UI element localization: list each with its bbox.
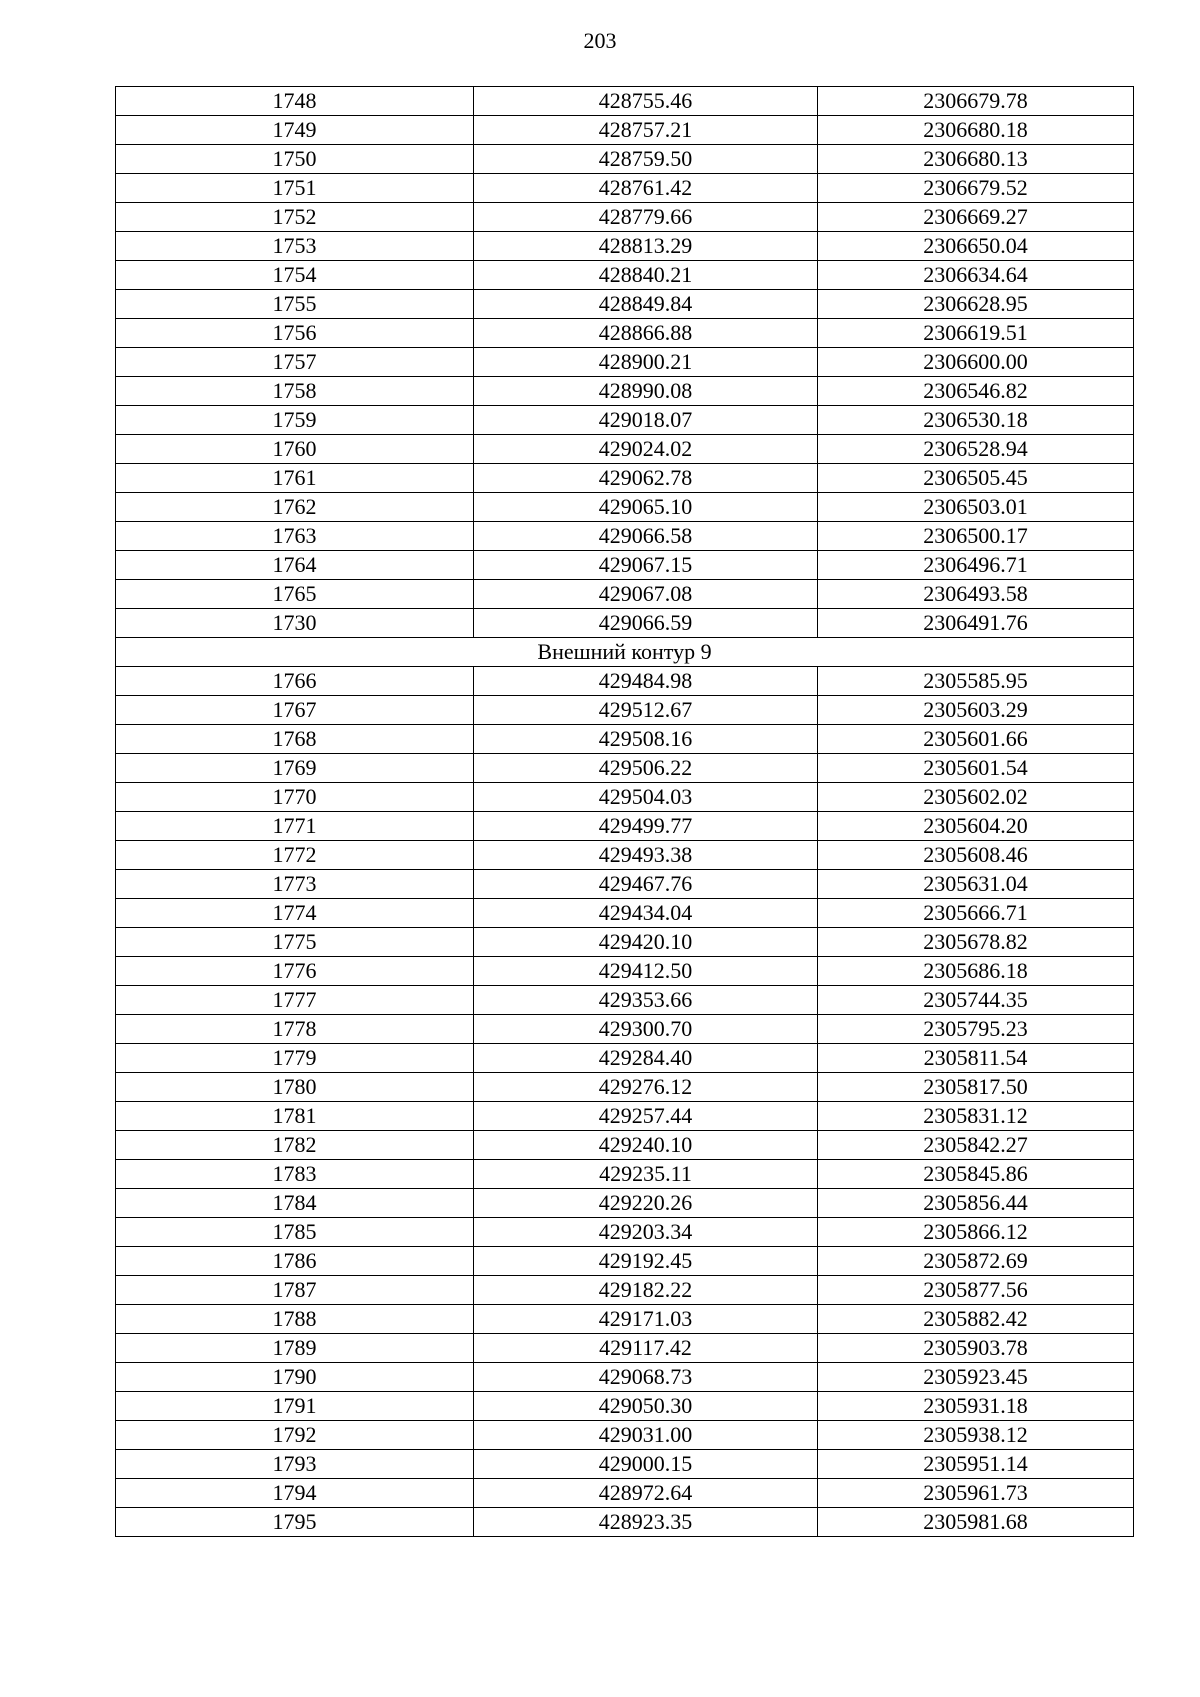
point-number-cell: 1793 [116, 1450, 474, 1479]
y-coordinate-cell: 2305882.42 [818, 1305, 1134, 1334]
y-coordinate-cell: 2306505.45 [818, 464, 1134, 493]
y-coordinate-cell: 2305961.73 [818, 1479, 1134, 1508]
point-number-cell: 1772 [116, 841, 474, 870]
table-row [116, 986, 1134, 1015]
y-coordinate-cell: 2305603.29 [818, 696, 1134, 725]
table-row [116, 1363, 1134, 1392]
y-coordinate-cell: 2306679.78 [818, 87, 1134, 116]
x-coordinate-cell: 428866.88 [474, 319, 818, 348]
x-coordinate-cell: 429066.59 [474, 609, 818, 638]
table-row [116, 812, 1134, 841]
point-number-cell: 1771 [116, 812, 474, 841]
point-number-cell: 1768 [116, 725, 474, 754]
x-coordinate-cell: 429512.67 [474, 696, 818, 725]
point-number-cell: 1763 [116, 522, 474, 551]
y-coordinate-cell: 2305856.44 [818, 1189, 1134, 1218]
table-row [116, 899, 1134, 928]
table-row [116, 1160, 1134, 1189]
point-number-cell: 1751 [116, 174, 474, 203]
x-coordinate-cell: 429300.70 [474, 1015, 818, 1044]
point-number-cell: 1770 [116, 783, 474, 812]
table-row [116, 928, 1134, 957]
x-coordinate-cell: 429192.45 [474, 1247, 818, 1276]
table-row [116, 1276, 1134, 1305]
point-number-cell: 1773 [116, 870, 474, 899]
table-row [116, 1073, 1134, 1102]
table-row [116, 667, 1134, 696]
table-row [116, 1015, 1134, 1044]
x-coordinate-cell: 429508.16 [474, 725, 818, 754]
x-coordinate-cell: 429024.02 [474, 435, 818, 464]
table-row [116, 580, 1134, 609]
table-row [116, 1044, 1134, 1073]
point-number-cell: 1759 [116, 406, 474, 435]
table-row [116, 870, 1134, 899]
y-coordinate-cell: 2306496.71 [818, 551, 1134, 580]
table-row [116, 551, 1134, 580]
point-number-cell: 1784 [116, 1189, 474, 1218]
table-row [116, 319, 1134, 348]
point-number-cell: 1757 [116, 348, 474, 377]
table-row [116, 1247, 1134, 1276]
y-coordinate-cell: 2305631.04 [818, 870, 1134, 899]
y-coordinate-cell: 2306669.27 [818, 203, 1134, 232]
y-coordinate-cell: 2306680.18 [818, 116, 1134, 145]
y-coordinate-cell: 2306546.82 [818, 377, 1134, 406]
point-number-cell: 1786 [116, 1247, 474, 1276]
point-number-cell: 1791 [116, 1392, 474, 1421]
y-coordinate-cell: 2305608.46 [818, 841, 1134, 870]
point-number-cell: 1767 [116, 696, 474, 725]
x-coordinate-cell: 429412.50 [474, 957, 818, 986]
point-number-cell: 1782 [116, 1131, 474, 1160]
table-row [116, 696, 1134, 725]
y-coordinate-cell: 2306493.58 [818, 580, 1134, 609]
y-coordinate-cell: 2305585.95 [818, 667, 1134, 696]
x-coordinate-cell: 429504.03 [474, 783, 818, 812]
point-number-cell: 1760 [116, 435, 474, 464]
table-row [116, 609, 1134, 638]
y-coordinate-cell: 2305678.82 [818, 928, 1134, 957]
y-coordinate-cell: 2305795.23 [818, 1015, 1134, 1044]
point-number-cell: 1748 [116, 87, 474, 116]
x-coordinate-cell: 429065.10 [474, 493, 818, 522]
y-coordinate-cell: 2305666.71 [818, 899, 1134, 928]
y-coordinate-cell: 2306500.17 [818, 522, 1134, 551]
point-number-cell: 1780 [116, 1073, 474, 1102]
x-coordinate-cell: 428990.08 [474, 377, 818, 406]
x-coordinate-cell: 429171.03 [474, 1305, 818, 1334]
point-number-cell: 1775 [116, 928, 474, 957]
x-coordinate-cell: 429284.40 [474, 1044, 818, 1073]
x-coordinate-cell: 429484.98 [474, 667, 818, 696]
x-coordinate-cell: 429276.12 [474, 1073, 818, 1102]
x-coordinate-cell: 429467.76 [474, 870, 818, 899]
y-coordinate-cell: 2306600.00 [818, 348, 1134, 377]
point-number-cell: 1754 [116, 261, 474, 290]
point-number-cell: 1779 [116, 1044, 474, 1073]
point-number-cell: 1764 [116, 551, 474, 580]
y-coordinate-cell: 2305842.27 [818, 1131, 1134, 1160]
point-number-cell: 1749 [116, 116, 474, 145]
point-number-cell: 1776 [116, 957, 474, 986]
table-row [116, 145, 1134, 174]
point-number-cell: 1753 [116, 232, 474, 261]
y-coordinate-cell: 2305866.12 [818, 1218, 1134, 1247]
y-coordinate-cell: 2306530.18 [818, 406, 1134, 435]
x-coordinate-cell: 429031.00 [474, 1421, 818, 1450]
y-coordinate-cell: 2305811.54 [818, 1044, 1134, 1073]
y-coordinate-cell: 2305877.56 [818, 1276, 1134, 1305]
y-coordinate-cell: 2306679.52 [818, 174, 1134, 203]
point-number-cell: 1765 [116, 580, 474, 609]
point-number-cell: 1778 [116, 1015, 474, 1044]
point-number-cell: 1756 [116, 319, 474, 348]
table-row [116, 754, 1134, 783]
table-row [116, 464, 1134, 493]
x-coordinate-cell: 429067.15 [474, 551, 818, 580]
table-row [116, 1392, 1134, 1421]
point-number-cell: 1788 [116, 1305, 474, 1334]
x-coordinate-cell: 428755.46 [474, 87, 818, 116]
table-row [116, 290, 1134, 319]
y-coordinate-cell: 2306680.13 [818, 145, 1134, 174]
point-number-cell: 1787 [116, 1276, 474, 1305]
x-coordinate-cell: 429220.26 [474, 1189, 818, 1218]
x-coordinate-cell: 428813.29 [474, 232, 818, 261]
point-number-cell: 1758 [116, 377, 474, 406]
y-coordinate-cell: 2305951.14 [818, 1450, 1134, 1479]
table-row [116, 174, 1134, 203]
table-row [116, 1131, 1134, 1160]
table-row [116, 87, 1134, 116]
y-coordinate-cell: 2305981.68 [818, 1508, 1134, 1537]
x-coordinate-cell: 429493.38 [474, 841, 818, 870]
x-coordinate-cell: 429182.22 [474, 1276, 818, 1305]
x-coordinate-cell: 429506.22 [474, 754, 818, 783]
table-row [116, 377, 1134, 406]
x-coordinate-cell: 428840.21 [474, 261, 818, 290]
x-coordinate-cell: 429420.10 [474, 928, 818, 957]
x-coordinate-cell: 428900.21 [474, 348, 818, 377]
point-number-cell: 1750 [116, 145, 474, 174]
y-coordinate-cell: 2305817.50 [818, 1073, 1134, 1102]
x-coordinate-cell: 429117.42 [474, 1334, 818, 1363]
y-coordinate-cell: 2305601.54 [818, 754, 1134, 783]
point-number-cell: 1769 [116, 754, 474, 783]
page-number: 203 [583, 28, 617, 53]
x-coordinate-cell: 428923.35 [474, 1508, 818, 1537]
y-coordinate-cell: 2306619.51 [818, 319, 1134, 348]
x-coordinate-cell: 428849.84 [474, 290, 818, 319]
x-coordinate-cell: 429240.10 [474, 1131, 818, 1160]
table-row [116, 1218, 1134, 1247]
table-row [116, 522, 1134, 551]
x-coordinate-cell: 429067.08 [474, 580, 818, 609]
y-coordinate-cell: 2305903.78 [818, 1334, 1134, 1363]
table-row [116, 261, 1134, 290]
table-row [116, 1102, 1134, 1131]
point-number-cell: 1755 [116, 290, 474, 319]
table-row [116, 435, 1134, 464]
y-coordinate-cell: 2305931.18 [818, 1392, 1134, 1421]
x-coordinate-cell: 428972.64 [474, 1479, 818, 1508]
point-number-cell: 1785 [116, 1218, 474, 1247]
y-coordinate-cell: 2305744.35 [818, 986, 1134, 1015]
x-coordinate-cell: 428779.66 [474, 203, 818, 232]
y-coordinate-cell: 2306650.04 [818, 232, 1134, 261]
table-row [116, 1421, 1134, 1450]
y-coordinate-cell: 2305602.02 [818, 783, 1134, 812]
x-coordinate-cell: 429434.04 [474, 899, 818, 928]
x-coordinate-cell: 429050.30 [474, 1392, 818, 1421]
point-number-cell: 1774 [116, 899, 474, 928]
table-row [116, 1334, 1134, 1363]
point-number-cell: 1795 [116, 1508, 474, 1537]
x-coordinate-cell: 429066.58 [474, 522, 818, 551]
x-coordinate-cell: 429018.07 [474, 406, 818, 435]
x-coordinate-cell: 429062.78 [474, 464, 818, 493]
y-coordinate-cell: 2305938.12 [818, 1421, 1134, 1450]
point-number-cell: 1794 [116, 1479, 474, 1508]
table-row [116, 1450, 1134, 1479]
point-number-cell: 1766 [116, 667, 474, 696]
x-coordinate-cell: 429000.15 [474, 1450, 818, 1479]
x-coordinate-cell: 429257.44 [474, 1102, 818, 1131]
coordinates-table [115, 86, 1134, 1537]
y-coordinate-cell: 2306503.01 [818, 493, 1134, 522]
point-number-cell: 1761 [116, 464, 474, 493]
x-coordinate-cell: 429499.77 [474, 812, 818, 841]
table-row [116, 841, 1134, 870]
section-title: Внешний контур 9 [116, 638, 1134, 667]
point-number-cell: 1789 [116, 1334, 474, 1363]
y-coordinate-cell: 2305845.86 [818, 1160, 1134, 1189]
y-coordinate-cell: 2305872.69 [818, 1247, 1134, 1276]
table-row [116, 1305, 1134, 1334]
x-coordinate-cell: 429203.34 [474, 1218, 818, 1247]
point-number-cell: 1790 [116, 1363, 474, 1392]
point-number-cell: 1730 [116, 609, 474, 638]
y-coordinate-cell: 2306634.64 [818, 261, 1134, 290]
table-row [116, 406, 1134, 435]
x-coordinate-cell: 428759.50 [474, 145, 818, 174]
coordinates-table-body [116, 87, 1134, 1537]
y-coordinate-cell: 2306628.95 [818, 290, 1134, 319]
table-row [116, 1479, 1134, 1508]
table-row [116, 783, 1134, 812]
table-row [116, 1508, 1134, 1537]
y-coordinate-cell: 2305601.66 [818, 725, 1134, 754]
y-coordinate-cell: 2305604.20 [818, 812, 1134, 841]
point-number-cell: 1783 [116, 1160, 474, 1189]
x-coordinate-cell: 429235.11 [474, 1160, 818, 1189]
y-coordinate-cell: 2305923.45 [818, 1363, 1134, 1392]
point-number-cell: 1777 [116, 986, 474, 1015]
section-row [116, 638, 1134, 667]
table-row [116, 232, 1134, 261]
point-number-cell: 1762 [116, 493, 474, 522]
point-number-cell: 1792 [116, 1421, 474, 1450]
table-row [116, 116, 1134, 145]
x-coordinate-cell: 428761.42 [474, 174, 818, 203]
table-row [116, 348, 1134, 377]
point-number-cell: 1752 [116, 203, 474, 232]
y-coordinate-cell: 2305686.18 [818, 957, 1134, 986]
y-coordinate-cell: 2305831.12 [818, 1102, 1134, 1131]
x-coordinate-cell: 429353.66 [474, 986, 818, 1015]
point-number-cell: 1781 [116, 1102, 474, 1131]
x-coordinate-cell: 429068.73 [474, 1363, 818, 1392]
table-row [116, 493, 1134, 522]
y-coordinate-cell: 2306528.94 [818, 435, 1134, 464]
table-row [116, 203, 1134, 232]
x-coordinate-cell: 428757.21 [474, 116, 818, 145]
table-row [116, 1189, 1134, 1218]
table-row [116, 957, 1134, 986]
table-row [116, 725, 1134, 754]
y-coordinate-cell: 2306491.76 [818, 609, 1134, 638]
